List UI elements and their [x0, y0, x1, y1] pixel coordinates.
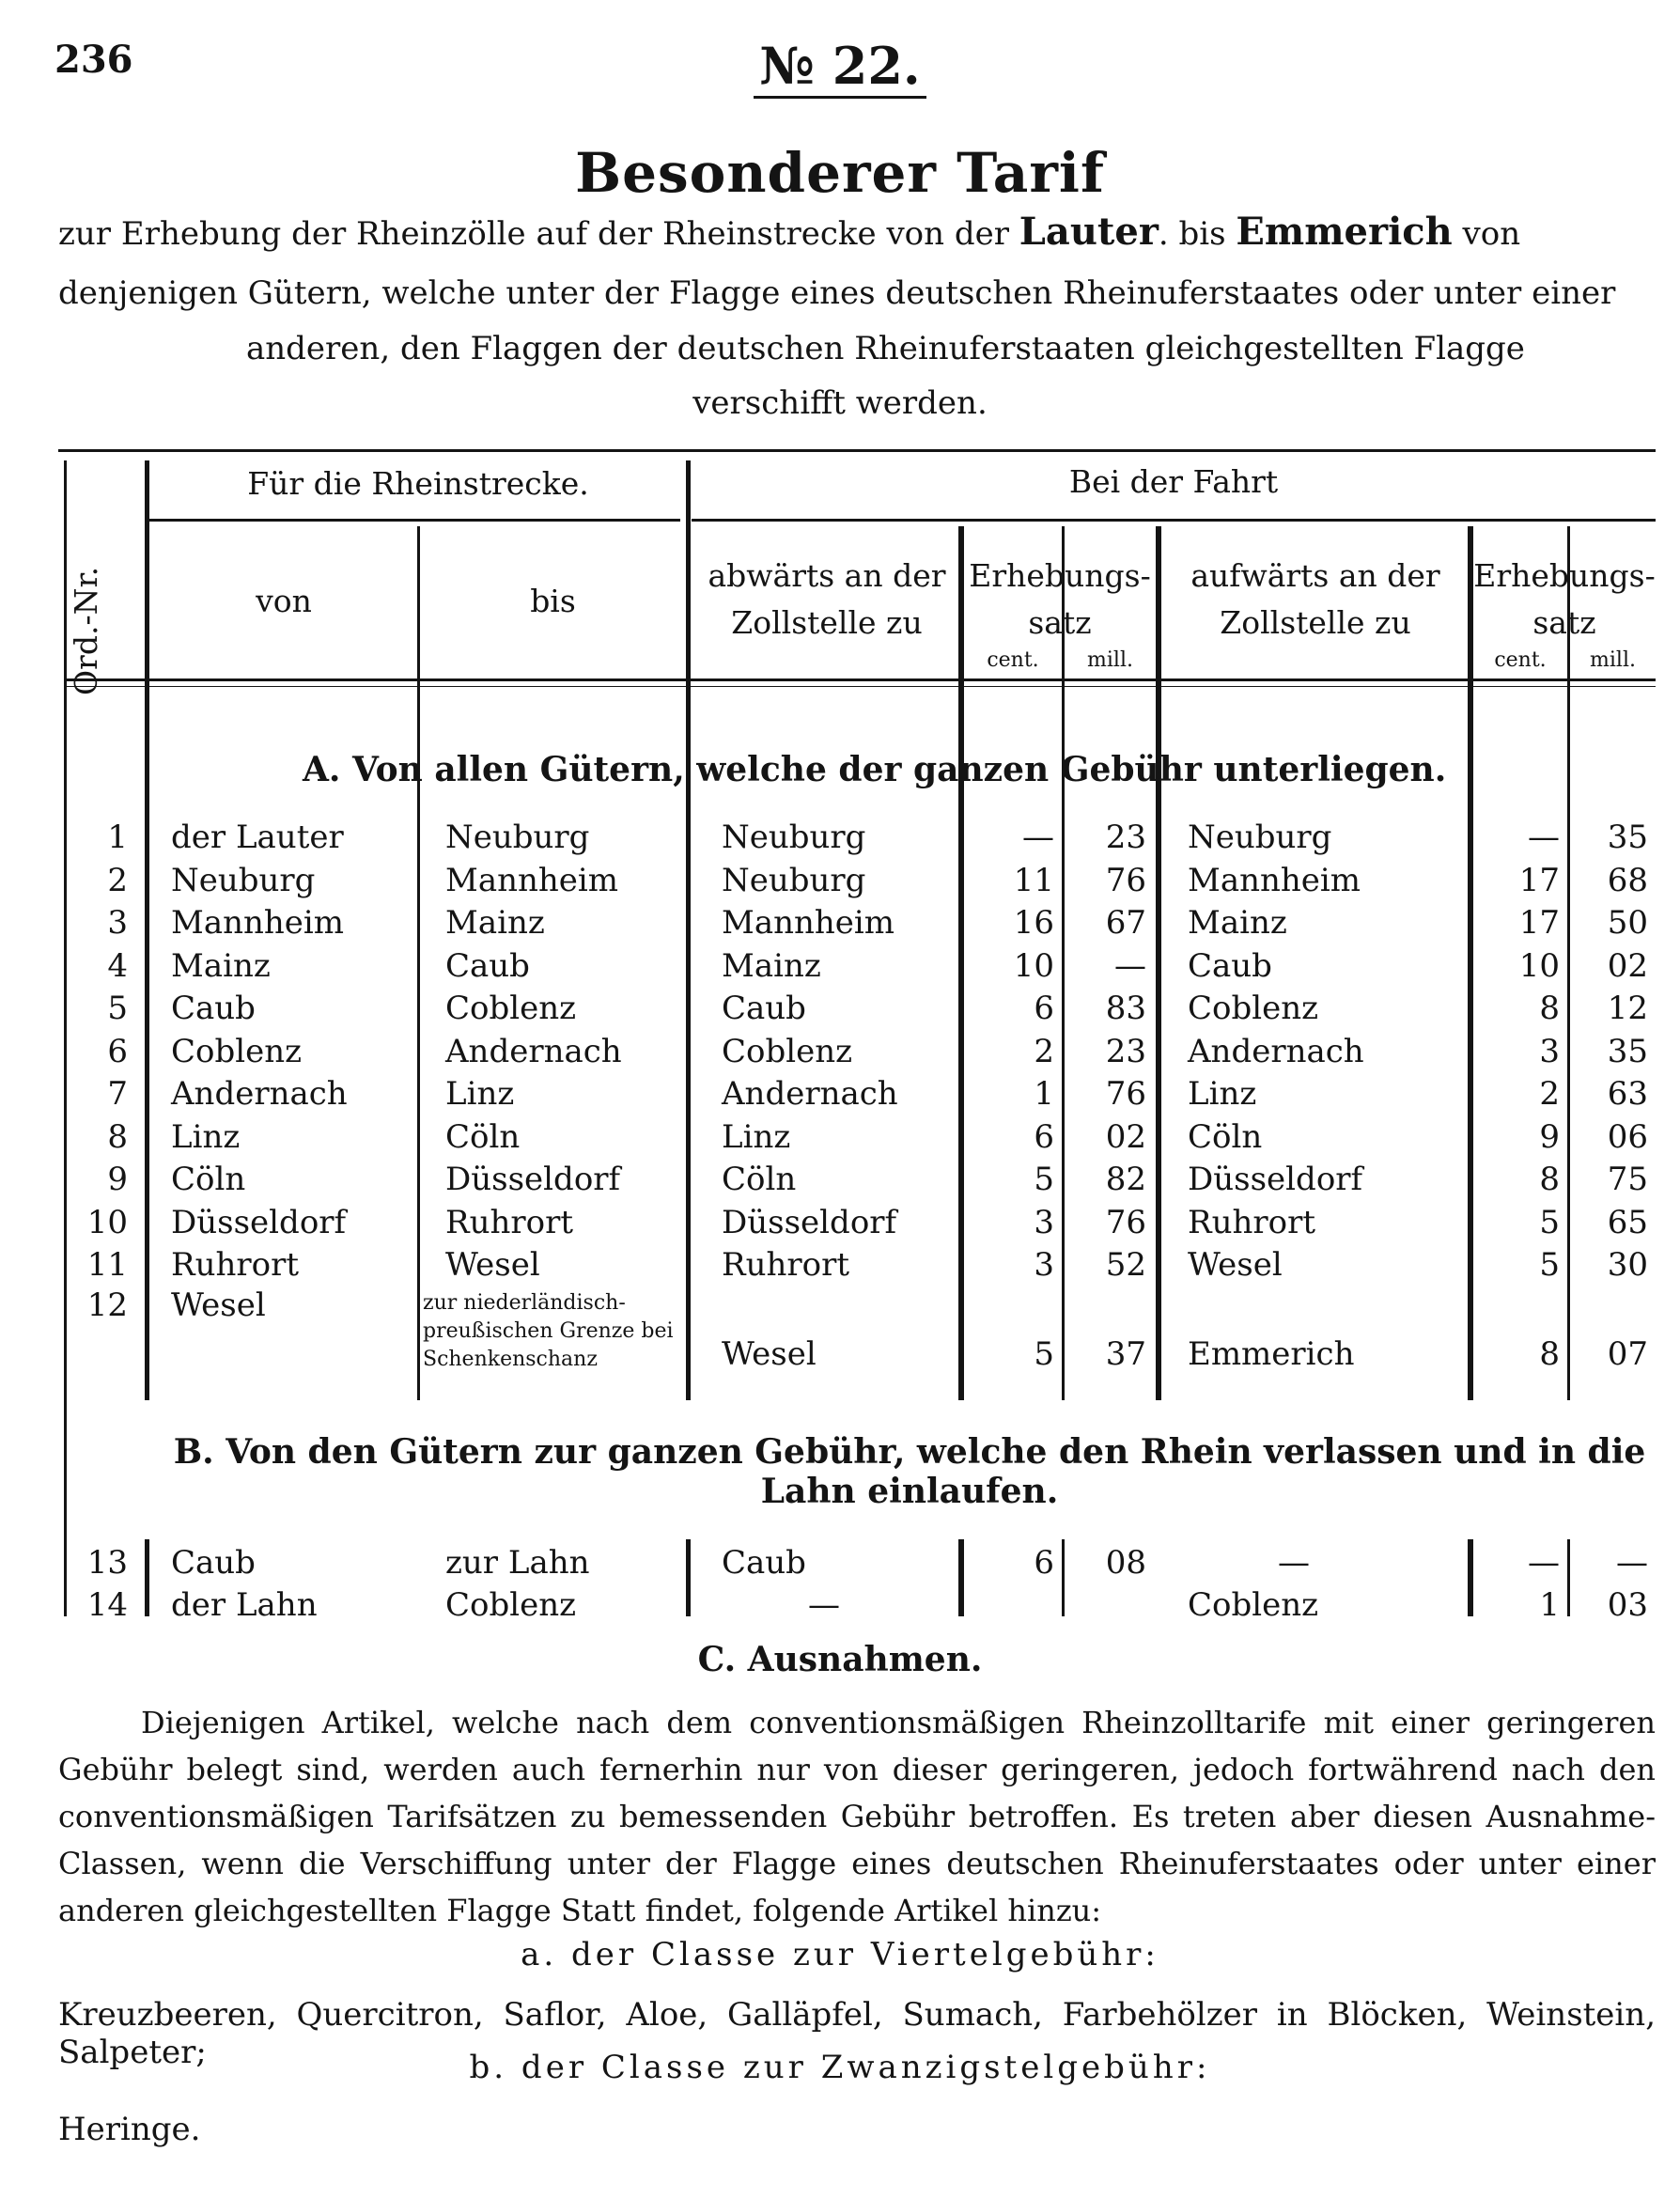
cell-ab-cent [968, 1583, 1054, 1627]
cell-auf-mill: 63 [1607, 1075, 1648, 1113]
cell-auf-mill: 03 [1607, 1586, 1648, 1624]
cell-von: Caub [171, 990, 256, 1027]
subtitle-line-3: anderen, den Flaggen der deutschen Rheinuferstaaten gleichgestellten Flagge [246, 330, 1525, 367]
cell-ab-mill: 76 [1105, 861, 1146, 899]
header-von: von [256, 583, 312, 619]
cell-ab-station: Andernach [722, 1075, 898, 1113]
cell-ab-station: Wesel [722, 1335, 817, 1373]
cell-ab-cent: 11 [1013, 861, 1054, 899]
cell-ab-cent: 5 [1034, 1161, 1054, 1198]
cell-auf-mill: 35 [1607, 819, 1648, 856]
class-b-heading: b. der Classe zur Zwanzigstelgebühr: [469, 2049, 1211, 2086]
cell-auf-cent: 8 [1539, 990, 1560, 1027]
cell-bis: Neuburg [445, 819, 590, 856]
header-bottom-rule [64, 678, 1656, 681]
cell-auf-station: Neuburg [1188, 819, 1332, 856]
cell-auf-station: Linz [1188, 1075, 1257, 1113]
cell-nr: 3 [107, 904, 128, 942]
cell-von: Andernach [171, 1075, 348, 1113]
subtitle-line-1: zur Erhebung der Rheinzölle auf der Rheinstrecke von der Lauter. bis Emmerich von [58, 210, 1521, 254]
cell-bis: Ruhrort [445, 1203, 574, 1241]
cell-ab-cent: 1 [1034, 1075, 1054, 1113]
section-c-heading: C. Ausnahmen. [697, 1640, 983, 1679]
cell-auf-station: Emmerich [1188, 1335, 1355, 1373]
document-title: Besonderer Tarif [575, 141, 1105, 205]
cell-auf-mill: 35 [1607, 1032, 1648, 1070]
cell-von: Mannheim [171, 904, 345, 942]
header-mill-ab: mill. [1087, 648, 1133, 672]
cell-bis: Caub [445, 946, 530, 985]
cell-von: der Lahn [171, 1586, 318, 1624]
cell-von: Ruhrort [171, 1246, 300, 1284]
cell-auf-station: Mainz [1188, 904, 1287, 942]
cell-ab-station: Linz [722, 1117, 791, 1156]
cell-ab-mill: 23 [1105, 1032, 1146, 1070]
cell-ab-station: Cöln [722, 1161, 797, 1198]
cell-auf-cent: 5 [1539, 1203, 1560, 1241]
cell-nr: 7 [107, 1075, 128, 1113]
header-rheinstrecke: Für die Rheinstrecke. [247, 465, 589, 502]
cell-ab-station: Caub [722, 990, 806, 1027]
cell-ab-mill: 02 [1105, 1117, 1146, 1156]
cell-ab-mill: 82 [1105, 1161, 1146, 1198]
cell-bis: Düsseldorf [445, 1161, 621, 1198]
cell-auf-station: Düsseldorf [1188, 1161, 1363, 1198]
cell-ab-cent: 6 [1034, 990, 1054, 1027]
exceptions-paragraph: Diejenigen Artikel, welche nach dem conventionsmäßigen Rheinzolltarife mit einer geringeren Gebühr belegt sind, werden auch fernerhin nur von dieser geringeren, jedoch fortwährend nach den conventionsmäßigen Tarifsätzen zu bemessenden Gebühr betroffen. Es treten aber diesen Ausnahme-Classen, wenn die Verschiffung unter der Flagge eines deutschen Rheinuferstaates oder unter einer anderen gleichgestellten Flagge Statt findet, folgende Artikel hinzu: [58, 1705, 1656, 1928]
cell-auf-station: Andernach [1188, 1032, 1364, 1070]
cell-auf-cent: 8 [1539, 1335, 1560, 1373]
cell-auf-mill: 68 [1607, 861, 1648, 899]
cell-ab-mill: — [1114, 946, 1146, 985]
page-number: 236 [54, 38, 133, 82]
header-bottom-rule-thin [64, 686, 1656, 687]
cell-von: Mainz [171, 946, 271, 985]
cell-von: Düsseldorf [171, 1203, 347, 1241]
header-aufwaerts: aufwärts an der Zollstelle zu [1190, 557, 1440, 641]
cell-ab-station: Ruhrort [722, 1246, 850, 1284]
cell-auf-station: Ruhrort [1188, 1203, 1316, 1241]
cell-ab-station: Mannheim [722, 904, 895, 942]
class-a-heading: a. der Classe zur Viertelgebühr: [521, 1936, 1159, 1973]
cell-ab-station: Neuburg [722, 819, 866, 856]
cell-nr: 13 [86, 1544, 128, 1582]
section-a-heading: A. Von allen Gütern, welche der ganzen Gebühr unterliegen. [303, 750, 1447, 789]
cell-auf-station: Caub [1188, 946, 1272, 985]
cell-auf-cent: — [1528, 1544, 1560, 1582]
cell-bis: Wesel [445, 1246, 540, 1284]
cell-ab-cent: 6 [1034, 1117, 1054, 1156]
cell-auf-cent: 17 [1518, 861, 1560, 899]
header-bis: bis [530, 583, 576, 619]
cell-ab-station: Mainz [722, 946, 821, 985]
cell-auf-mill: 65 [1607, 1203, 1648, 1241]
cell-nr: 10 [86, 1203, 128, 1241]
cell-von: Wesel [171, 1287, 266, 1324]
cell-auf-mill: 02 [1607, 946, 1648, 985]
cell-ab-cent: 5 [1034, 1335, 1054, 1373]
header-ordnr: Ord.-Nr. [68, 566, 104, 695]
section-b-heading: B. Von den Gütern zur ganzen Gebühr, welche den Rhein verlassen und in die Lahn einlaufen. [173, 1432, 1646, 1511]
subtitle-line-2: denjenigen Gütern, welche unter der Flagge eines deutschen Rheinuferstaates oder unter einer [58, 274, 1616, 312]
cell-nr: 4 [107, 946, 128, 985]
cell-nr: 8 [107, 1117, 128, 1156]
cell-ab-cent: 3 [1034, 1203, 1054, 1241]
header-fahrt: Bei der Fahrt [1068, 463, 1279, 500]
cell-ab-station: Düsseldorf [722, 1203, 897, 1241]
cell-nr: 11 [86, 1246, 128, 1284]
cell-ab-mill: 76 [1105, 1075, 1146, 1113]
subtitle-line-4: verschifft werden. [692, 384, 988, 422]
cell-ab-station: Neuburg [722, 861, 866, 899]
col-divider-ordnr [145, 460, 149, 1400]
cell-bis: Mainz [445, 904, 545, 942]
cell-auf-station: Coblenz [1188, 1586, 1319, 1624]
cell-ab-cent: — [1022, 819, 1054, 856]
cell-von: Neuburg [171, 861, 316, 899]
cell-nr: 6 [107, 1032, 128, 1070]
cell-von: Linz [171, 1117, 241, 1156]
cell-bis: zur Lahn [445, 1544, 590, 1582]
cell-von: der Lauter [171, 819, 344, 856]
cell-nr: 1 [107, 819, 128, 856]
cell-ab-cent: 6 [1034, 1544, 1054, 1582]
cell-auf-cent: 8 [1539, 1161, 1560, 1198]
cell-nr: 14 [86, 1586, 128, 1624]
header-mill-auf: mill. [1590, 648, 1636, 672]
cell-nr: 2 [107, 861, 128, 899]
class-b-items: Heringe. [58, 2111, 201, 2148]
col-divider-auf-b [1468, 1539, 1473, 1616]
cell-auf-station: Mannheim [1188, 861, 1361, 899]
cell-auf-mill: 50 [1607, 904, 1648, 942]
cell-auf-cent: 1 [1539, 1586, 1560, 1624]
cell-auf-mill: 75 [1607, 1161, 1648, 1198]
cell-auf-cent: 9 [1539, 1117, 1560, 1156]
cell-ab-cent: 2 [1034, 1032, 1054, 1070]
header-satz-ab: Erhebungs-satz [969, 557, 1151, 641]
cell-auf-station: Wesel [1188, 1246, 1283, 1284]
cell-auf-mill: 12 [1607, 990, 1648, 1027]
cell-nr: 5 [107, 990, 128, 1027]
cell-ab-mill: 37 [1105, 1335, 1146, 1373]
cell-auf-cent: 17 [1518, 904, 1560, 942]
cell-ab-mill: 52 [1105, 1246, 1146, 1284]
cell-bis: Coblenz [445, 990, 577, 1027]
cell-auf-cent: — [1528, 819, 1560, 856]
col-divider-ab-cm-b [1062, 1539, 1065, 1616]
cell-ab-station: — [808, 1586, 840, 1624]
class-a-items: Kreuzbeeren, Quercitron, Saflor, Aloe, Galläpfel, Sumach, Farbehölzer in Blöcken, Weinstein, Salpeter; [58, 1996, 1656, 2071]
cell-ab-cent: 16 [1013, 904, 1054, 942]
header-cent-ab: cent. [987, 648, 1039, 672]
cell-auf-mill: 30 [1607, 1246, 1648, 1284]
cell-nr: 9 [107, 1161, 128, 1198]
cell-ab-mill: 83 [1105, 990, 1146, 1027]
cell-ab-station: Caub [722, 1544, 806, 1582]
cell-ab-mill [1071, 1583, 1146, 1627]
document-number: № 22. [0, 36, 1680, 96]
col-divider-ordnr-b [145, 1539, 149, 1616]
cell-auf-station: Coblenz [1188, 990, 1319, 1027]
cell-auf-cent: 3 [1539, 1032, 1560, 1070]
cell-bis: Andernach [445, 1032, 622, 1070]
cell-von: Coblenz [171, 1032, 303, 1070]
header-satz-auf: Erhebungs-satz [1473, 557, 1656, 641]
col-divider-bis-b [686, 1539, 691, 1616]
cell-ab-cent: 10 [1013, 946, 1054, 985]
cell-auf-mill: — [1616, 1544, 1648, 1582]
cell-ab-mill: 08 [1105, 1544, 1146, 1582]
header-abwaerts: abwärts an der Zollstelle zu [708, 557, 946, 641]
col-divider-auf-cm-b [1567, 1539, 1570, 1616]
cell-auf-cent: 10 [1518, 946, 1560, 985]
cell-von: Caub [171, 1544, 256, 1582]
header-rule-left [145, 519, 680, 522]
cell-auf-station: Cöln [1188, 1117, 1263, 1156]
cell-bis: zur niederländisch-preußischen Grenze bei Schenkenschanz [423, 1291, 674, 1371]
cell-bis: Cöln [445, 1117, 521, 1156]
cell-auf-mill: 06 [1607, 1117, 1648, 1156]
cell-auf-mill: 07 [1607, 1335, 1648, 1373]
cell-nr: 12 [86, 1287, 128, 1324]
cell-auf-station: — [1278, 1544, 1310, 1582]
cell-auf-cent: 5 [1539, 1246, 1560, 1284]
header-rule-right [692, 519, 1656, 522]
cell-bis: Mannheim [445, 861, 619, 899]
cell-auf-cent: 2 [1539, 1075, 1560, 1113]
col-divider-bis [686, 460, 691, 1400]
col-divider-satz1 [1156, 526, 1161, 1400]
cell-bis: Coblenz [445, 1586, 577, 1624]
col-divider-ab-b [958, 1539, 964, 1616]
cell-ab-cent: 3 [1034, 1246, 1054, 1284]
cell-ab-mill: 67 [1105, 904, 1146, 942]
cell-ab-mill: 23 [1105, 819, 1146, 856]
header-cent-auf: cent. [1494, 648, 1547, 672]
cell-ab-station: Coblenz [722, 1032, 853, 1070]
col-divider-von [417, 526, 420, 1400]
cell-bis: Linz [445, 1075, 515, 1113]
cell-ab-mill: 76 [1105, 1203, 1146, 1241]
cell-von: Cöln [171, 1161, 246, 1198]
